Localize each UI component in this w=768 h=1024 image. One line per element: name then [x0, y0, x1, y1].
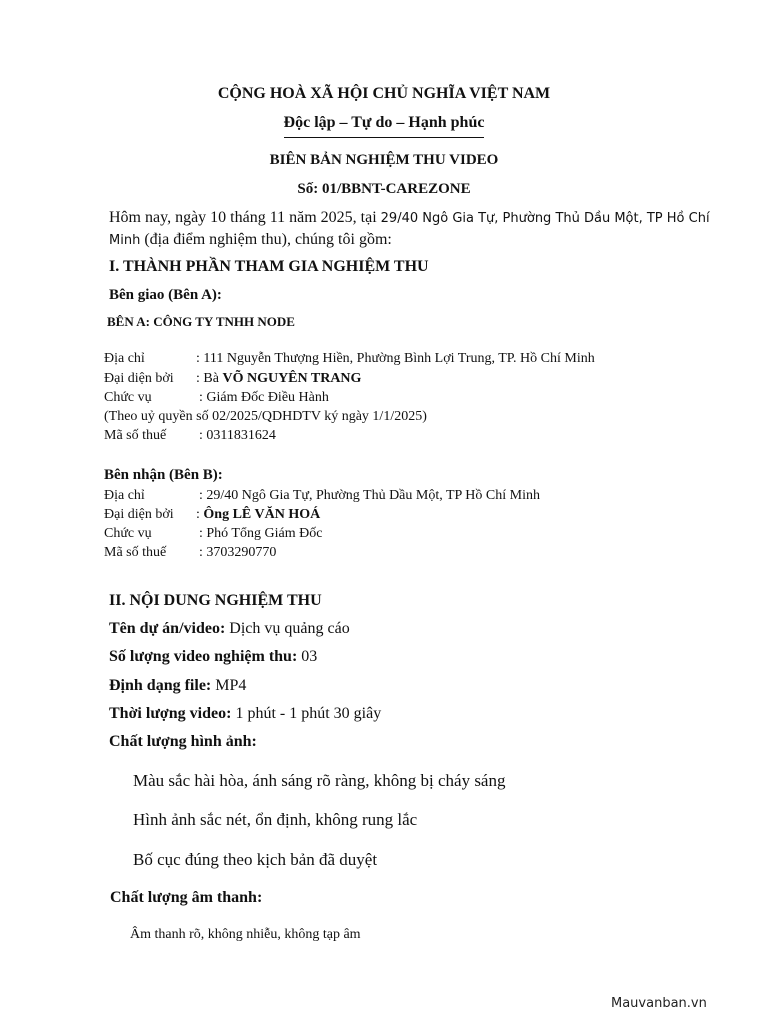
motto: Độc lập – Tự do – Hạnh phúc [283, 114, 485, 131]
duration-value: 1 phút - 1 phút 30 giây [231, 705, 382, 722]
party-a-position-label: Chức vụ [104, 390, 152, 405]
image-quality-item: Hình ảnh sắc nét, ổn định, không rung lắc [133, 810, 418, 829]
party-a-position-value: : Giám Đốc Điều Hành [199, 390, 329, 405]
duration-label: Thời lượng video: [109, 705, 232, 722]
party-b-address-label: Địa chỉ [104, 488, 145, 503]
party-a-address-row [104, 351, 595, 367]
party-b-position-row [104, 526, 322, 542]
party-b-address-row [104, 488, 540, 504]
party-a-rep-label: Đại diện bởi [104, 371, 174, 386]
image-quality-heading: Chất lượng hình ảnh: [109, 733, 257, 750]
party-b-heading: Bên nhận (Bên B): [104, 467, 223, 483]
party-a-rep-name: VÕ NGUYÊN TRANG [222, 371, 362, 386]
nation-title: CỘNG HOÀ XÃ HỘI CHỦ NGHĨA VIỆT NAM [217, 85, 551, 102]
party-a-position-row [104, 390, 329, 406]
party-b-address-value: : 29/40 Ngô Gia Tự, Phường Thủ Dầu Một, TP Hồ Chí Minh [199, 488, 540, 503]
party-a-rep-row [104, 371, 361, 387]
intro-line-1 [109, 209, 710, 227]
party-b-position-label: Chức vụ [104, 526, 152, 541]
count-row [109, 648, 317, 666]
audio-quality-heading: Chất lượng âm thanh: [110, 889, 263, 906]
party-b-tax-row [104, 545, 276, 561]
intro-address: 29/40 Ngô Gia Tự, Phường Thủ Dầu Một, TP Hồ Chí [380, 211, 710, 226]
party-a-heading: Bên giao (Bên A): [109, 287, 222, 303]
party-b-position-value: : Phó Tổng Giám Đốc [199, 526, 323, 541]
count-value: 03 [297, 648, 318, 665]
format-label: Định dạng file: [109, 677, 212, 694]
count-label: Số lượng video nghiệm thu: [109, 648, 298, 665]
party-b-tax-label: Mã số thuế [104, 545, 167, 560]
project-label: Tên dự án/video: [109, 620, 226, 637]
party-a-company: BÊN A: CÔNG TY TNHH NODE [107, 314, 295, 329]
section-1-heading: I. THÀNH PHẦN THAM GIA NGHIỆM THU [109, 258, 429, 275]
image-quality-item: Màu sắc hài hòa, ánh sáng rõ ràng, không bị cháy sáng [133, 771, 506, 790]
party-a-address-label: Địa chỉ [104, 351, 145, 366]
intro-address-cont: Minh [109, 233, 141, 248]
project-row [109, 620, 350, 638]
format-row [109, 677, 246, 695]
section-2-heading: II. NỘI DUNG NGHIỆM THU [109, 592, 322, 609]
watermark: Mauvanban.vn [611, 996, 707, 1011]
document-number: Số: 01/BBNT-CAREZONE [297, 181, 471, 197]
party-a-tax-value: : 0311831624 [199, 428, 276, 443]
party-a-address-value: : 111 Nguyễn Thượng Hiền, Phường Bình Lợi Trung, TP. Hồ Chí Minh [196, 351, 595, 366]
party-b-rep-prefix: : [196, 507, 204, 522]
document-title: BIÊN BẢN NGHIỆM THU VIDEO [269, 152, 499, 168]
party-b-rep-name: Ông LÊ VĂN HOÁ [203, 507, 321, 522]
party-a-tax-row [104, 428, 276, 444]
party-a-rep-prefix: : Bà [196, 371, 223, 386]
party-a-tax-label: Mã số thuế [104, 428, 167, 443]
intro-line-2 [109, 231, 392, 249]
audio-quality-item: Âm thanh rõ, không nhiễu, không tạp âm [130, 927, 361, 942]
image-quality-item: Bố cục đúng theo kịch bản đã duyệt [133, 850, 378, 869]
intro-text-end: (địa điểm nghiệm thu), chúng tôi gồm: [140, 231, 392, 248]
motto-underline [284, 137, 484, 138]
duration-row [109, 705, 381, 723]
party-b-rep-label: Đại diện bởi [104, 507, 174, 522]
project-value: Dịch vụ quảng cáo [225, 620, 350, 637]
format-value: MP4 [211, 677, 247, 694]
party-a-authorization: (Theo uỷ quyền số 02/2025/QDHDTV ký ngày 1/1/2025) [104, 409, 427, 424]
intro-text: Hôm nay, ngày 10 tháng 11 năm 2025, tại [109, 209, 381, 226]
party-b-rep-row [104, 507, 320, 523]
party-b-tax-value: : 3703290770 [199, 545, 277, 560]
